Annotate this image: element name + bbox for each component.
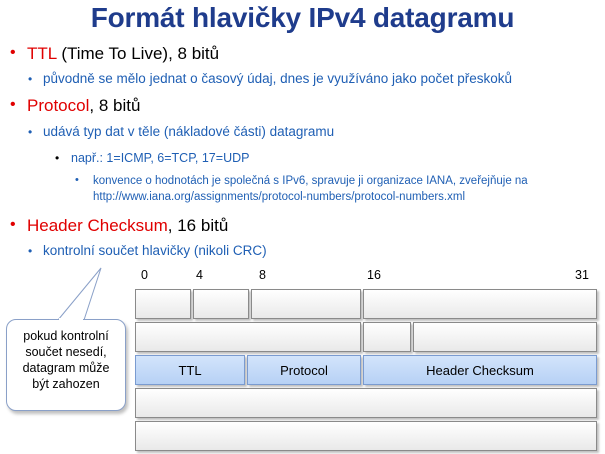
bullet-protocol-sub: • (28, 125, 33, 139)
bullet-protocol: • (10, 96, 16, 113)
protocol-desc: , 8 bitů (89, 96, 141, 115)
ttl-desc: (Time To Live), 8 bitů (56, 44, 220, 63)
protocol-note-line1: konvence o hodnotách je společná s IPv6, spravuje ji organizace IANA, zveřejňuje na (93, 175, 528, 187)
ttl-name: TTL (27, 44, 57, 63)
callout-line1: pokud kontrolní (23, 329, 109, 343)
bullet-protocol-example: • (55, 151, 60, 165)
bullet-checksum-sub: • (28, 244, 33, 258)
bullet-ttl: • (10, 44, 16, 61)
field-checksum-label: Header Checksum (426, 362, 534, 378)
callout-line2: součet nesedí, (25, 345, 107, 359)
protocol-note-line2: http://www.iana.org/assignments/protocol-numbers/protocol-numbers.xml (93, 191, 465, 203)
tick-8: 8 (259, 268, 266, 282)
field-ttl-label: TTL (178, 362, 202, 378)
bullet-ttl-sub: • (28, 72, 33, 86)
protocol-name: Protocol (27, 96, 90, 115)
tick-16: 16 (367, 268, 381, 282)
protocol-example: např.: 1=ICMP, 6=TCP, 17=UDP (71, 151, 250, 165)
callout-seam (59, 318, 83, 321)
callout-line4: být zahozen (32, 377, 100, 391)
callout-line3: datagram může (22, 361, 110, 375)
checksum-desc: , 16 bitů (167, 216, 229, 235)
checksum-name: Header Checksum (27, 216, 168, 235)
tick-31: 31 (575, 268, 589, 282)
checksum-sub: kontrolní součet hlavičky (nikoli CRC) (43, 243, 267, 258)
tick-4: 4 (196, 268, 203, 282)
field-protocol-label: Protocol (280, 362, 328, 378)
slide-title: Formát hlavičky IPv4 datagramu (90, 2, 515, 33)
protocol-sub: udává typ dat v těle (nákladové části) datagramu (43, 124, 335, 139)
callout-bubble (6, 319, 126, 411)
ttl-sub: původně se mělo jednat o časový údaj, dnes je využíváno jako počet přeskoků (43, 71, 513, 86)
bullet-checksum: • (10, 216, 16, 233)
bullet-protocol-note: • (75, 174, 79, 186)
tick-0: 0 (141, 268, 148, 282)
